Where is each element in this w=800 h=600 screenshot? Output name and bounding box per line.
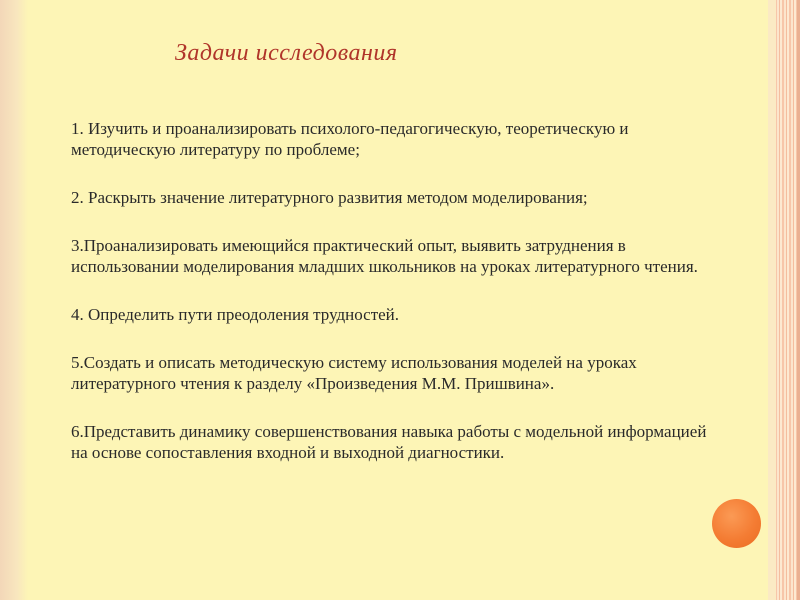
task-item-1: 1. Изучить и проанализировать психолого-педагогическую, теоретическую и методическую литературу по проблеме; <box>71 119 629 159</box>
task-item-4: 4. Определить пути преодоления трудностей. <box>71 305 400 324</box>
task-item-2: 2. Раскрыть значение литературного развития методом моделирования; <box>71 188 588 207</box>
slide-title: Задачи исследования <box>175 40 398 66</box>
orange-circle-decoration <box>712 499 761 548</box>
task-list <box>71 118 711 463</box>
right-striped-border <box>768 0 800 600</box>
left-gradient-band <box>0 0 28 600</box>
task-item-3: 3.Проанализировать имеющийся практический опыт, выявить затруднения в использовании моделирования младших школьников на уроках литературного чтения. <box>71 236 698 276</box>
task-item-6: 6.Представить динамику совершенствования навыка работы с модельной информацией на основе сопоставления входной и выходной диагностики. <box>71 422 707 462</box>
task-item-5: 5.Создать и описать методическую систему использования моделей на уроках литературного чтения к разделу «Произведения М.М. Пришвина». <box>71 353 637 393</box>
